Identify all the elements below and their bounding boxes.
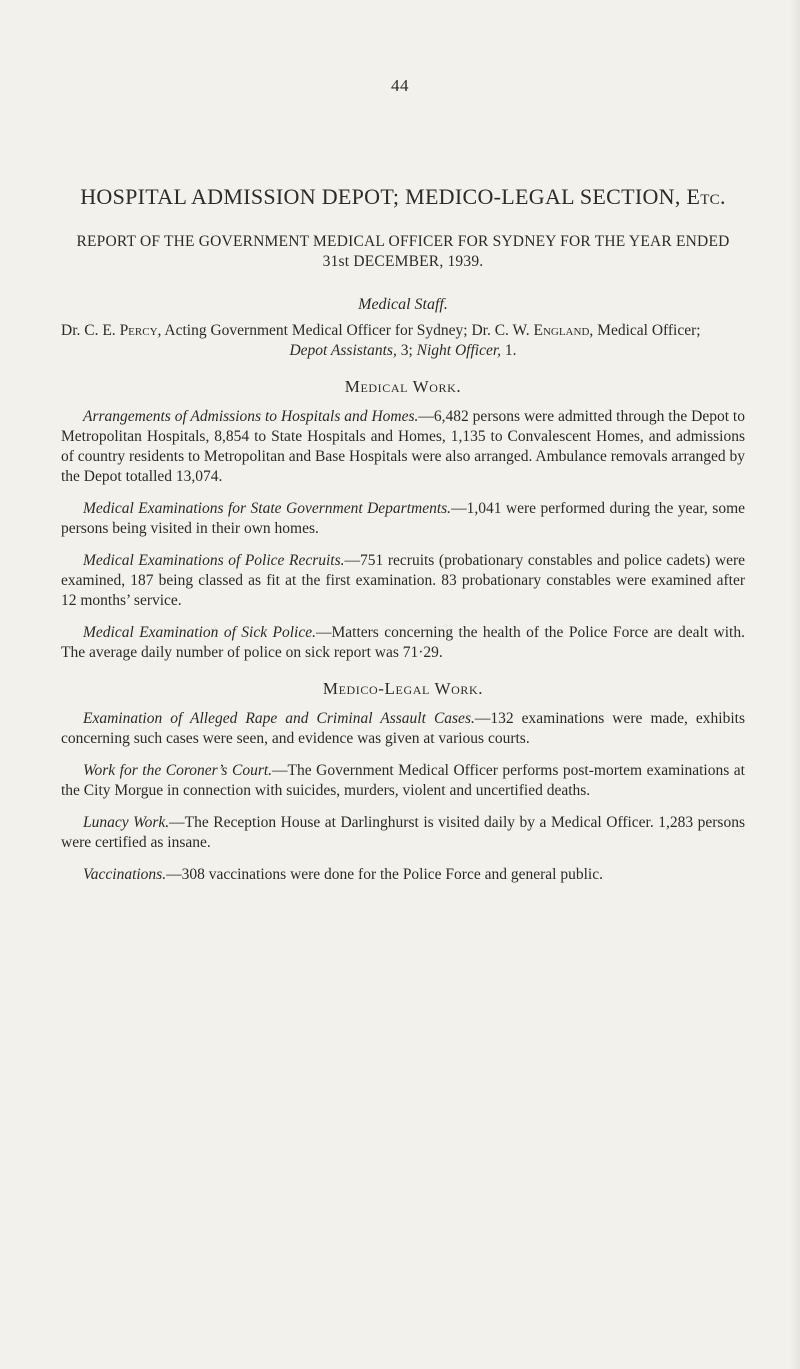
paragraph-police-recruits <box>61 551 745 611</box>
night-officer-label: Night Officer, <box>416 342 502 359</box>
depot-assistants-value: 3; <box>396 342 417 359</box>
paragraph-arrangements <box>61 407 745 487</box>
paragraph-lead: Vaccinations. <box>83 866 167 883</box>
staff-name-percy: Percy <box>119 322 158 339</box>
staff-text-b: , Acting Government Medical Officer for Sydney; Dr. C. W. <box>157 322 534 339</box>
paragraph-coroners-court <box>61 761 745 801</box>
paragraph-body: —132 examinations were made, exhibits concerning such cases were seen, and evidence was given at various courts. <box>61 710 745 747</box>
paragraph-body: —The Reception House at Darlinghurst is visited daily by a Medical Officer. 1,283 persons were certified as insane. <box>61 814 745 851</box>
medical-staff-heading: Medical Staff. <box>358 296 448 313</box>
report-title <box>61 232 745 272</box>
page-content <box>61 184 745 885</box>
medical-staff-paragraph <box>61 321 745 361</box>
paragraph-body: —751 recruits (probationary constables and police cadets) were examined, 187 being classed as fit at the first examination. 83 probationary constables were examined after 12 months’ service. <box>61 552 746 609</box>
depot-assistants-label: Depot Assistants, <box>289 342 397 359</box>
report-title-line2: 31st DECEMBER, 1939. <box>322 253 484 270</box>
paragraph-body: —Matters concerning the health of the Police Force are dealt with. The average daily number of police on sick report was 71·29. <box>61 624 745 661</box>
paragraph-lead: Medical Examination of Sick Police. <box>83 624 316 641</box>
staff-text-a: Dr. C. E. <box>61 322 120 339</box>
paragraph-lead: Medical Examinations of Police Recruits. <box>83 552 345 569</box>
main-title-text: HOSPITAL ADMISSION DEPOT; MEDICO-LEGAL SECTION, <box>80 184 687 209</box>
staff-name-england: England <box>533 322 590 339</box>
paragraph-body: —The Government Medical Officer performs post-mortem examinations at the City Morgue in connection with suicides, murders, violent and uncertified deaths. <box>61 762 745 799</box>
paragraph-lunacy-work <box>61 813 745 853</box>
page-edge-shadow <box>790 0 800 1369</box>
staff-text-c: , Medical Officer; <box>589 322 701 339</box>
paragraph-lead: Medical Examinations for State Government Departments. <box>83 500 452 517</box>
main-title <box>61 184 745 210</box>
report-title-line1: REPORT OF THE GOVERNMENT MEDICAL OFFICER FOR SYDNEY FOR THE YEAR ENDED <box>76 233 730 250</box>
medical-work-heading: Medical Work. <box>344 377 462 396</box>
medico-legal-work-heading: Medico-Legal Work. <box>322 679 484 698</box>
paragraph-state-government <box>61 499 745 539</box>
night-officer-value: 1. <box>501 342 517 359</box>
paragraph-body: —308 vaccinations were done for the Police Force and general public. <box>166 866 603 883</box>
page-number: 44 <box>391 76 409 95</box>
paragraph-lead: Examination of Alleged Rape and Criminal Assault Cases. <box>83 710 475 727</box>
paragraph-body: —6,482 persons were admitted through the Depot to Metropolitan Hospitals, 8,854 to State Hospitals and Homes, 1,135 to Convalescent Homes, and admissions of country residents to Metropolitan and Base Hospitals were also arranged. Ambulance removals arranged by the Depot totalled 13,074. <box>61 408 745 485</box>
paragraph-lead: Lunacy Work. <box>83 814 170 831</box>
paragraph-vaccinations <box>61 865 745 885</box>
paragraph-sick-police <box>61 623 745 663</box>
paragraph-body: —1,041 were performed during the year, some persons being visited in their own homes. <box>61 500 746 537</box>
paragraph-alleged-rape <box>61 709 745 749</box>
paragraph-lead: Arrangements of Admissions to Hospitals and Homes. <box>83 408 419 425</box>
staff-line-2 <box>61 341 745 361</box>
main-title-etc: Etc. <box>686 184 726 209</box>
paragraph-lead: Work for the Coroner’s Court. <box>83 762 273 779</box>
